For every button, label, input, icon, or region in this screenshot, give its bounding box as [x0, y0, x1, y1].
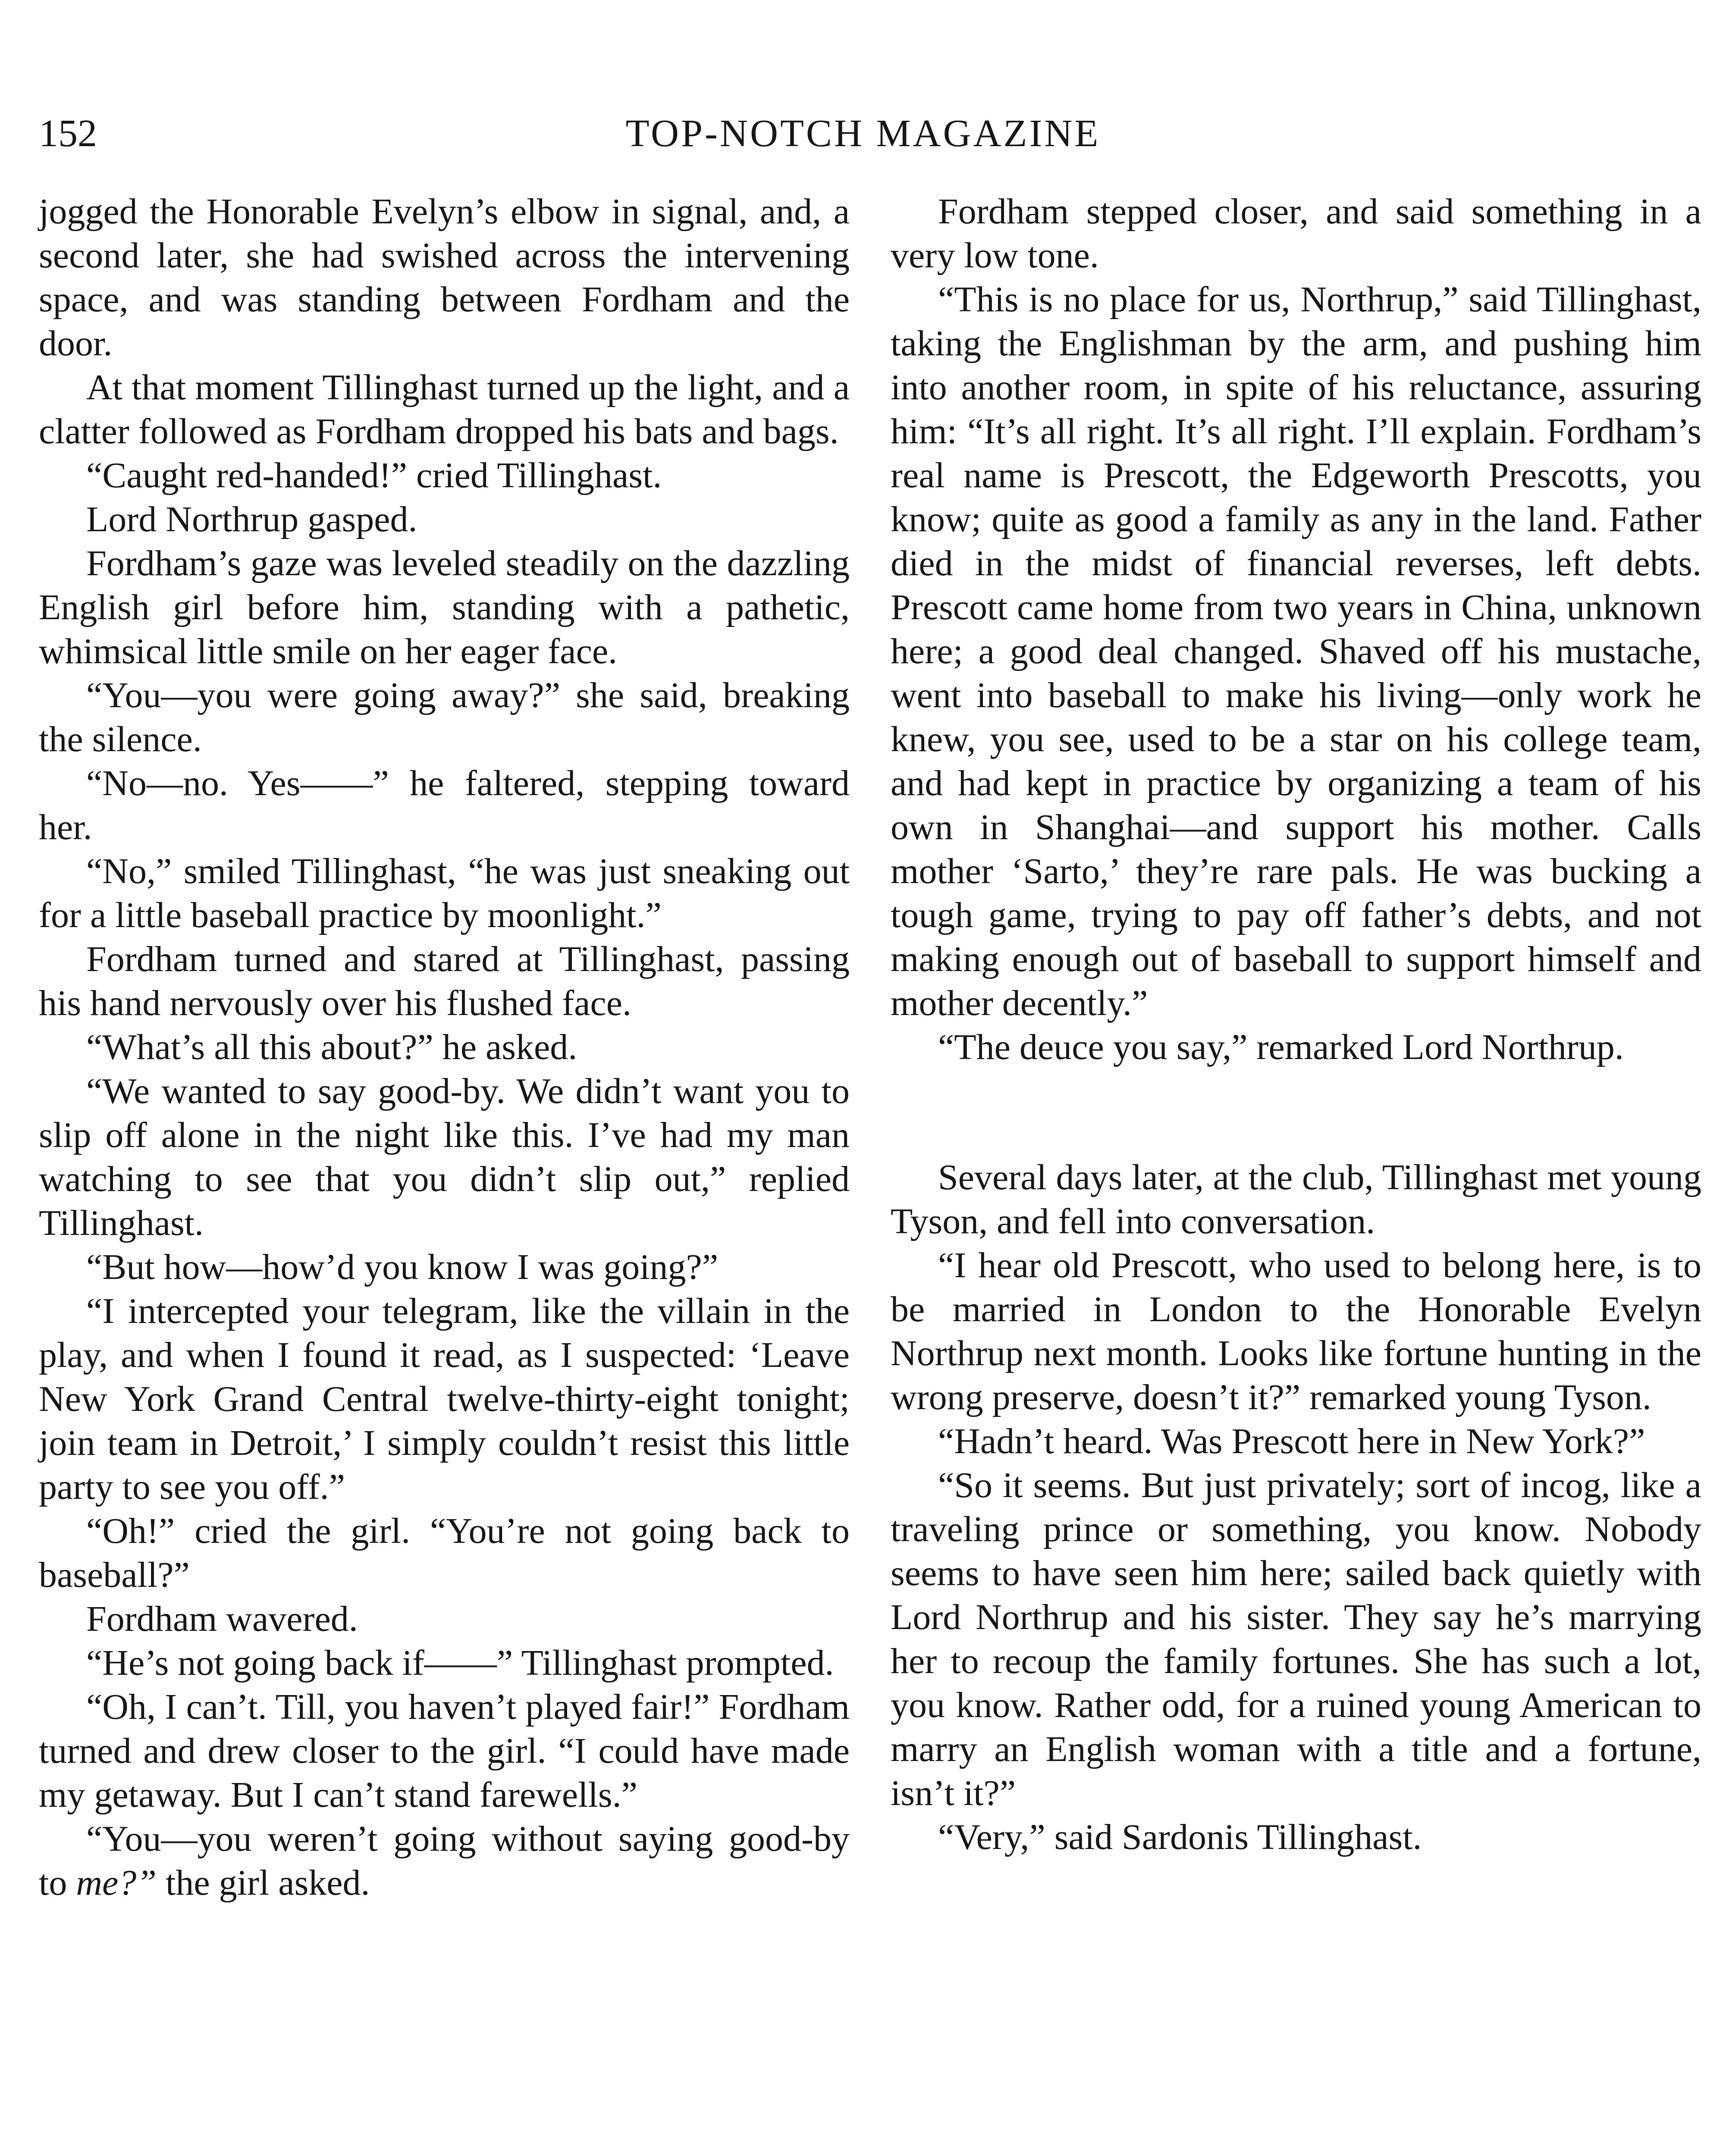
paragraph: “No,” smiled Tillinghast, “he was just sneaking out for a little baseball practice by moonlight.”: [39, 851, 850, 935]
paragraph: “Oh, I can’t. Till, you haven’t played fair!” Fordham turned and drew closer to the girl. “I could have made my getaway. But I can’t stand farewells.”: [39, 1687, 850, 1815]
paragraph: Fordham wavered.: [86, 1599, 358, 1639]
paragraph: At that moment Tillinghast turned up the light, and a clatter followed as Fordham dropped his bats and bags.: [39, 367, 850, 451]
paragraph: Fordham turned and stared at Tillinghast, passing his hand nervously over his flushed face.: [39, 939, 850, 1023]
page-number: 152: [39, 112, 97, 155]
paragraph: jogged the Honorable Evelyn’s elbow in signal, and, a second later, she had swished across the intervening space, and was standing between Fordham and the door.: [39, 191, 850, 364]
paragraph: “Hadn’t heard. Was Prescott here in New York?”: [938, 1421, 1645, 1461]
paragraph: “This is no place for us, Northrup,” said Tillinghast, taking the Englishman by the arm, and pushing him into another room, in spite of his reluctance, assuring him: “It’s all right. It’s all right. I’ll explain. Fordham’s real name is Prescott, the Edgeworth Prescotts, you know; quite as good a family as any in the land. Father died in the midst of financial reverses, left debts. Prescott came home from two years in China, unknown here; a good deal changed. Shaved off his mustache, went into baseball to make his living—only work he knew, you see, used to be a star on his college team, and had kept in practice by organizing a team of his own in Shanghai—and support his mother. Calls mother ‘Sarto,’ they’re rare pals. He was bucking a tough game, trying to pay off father’s debts, and not making enough out of baseball to support himself and mother decently.”: [891, 279, 1701, 1023]
paragraph: Several days later, at the club, Tillinghast met young Tyson, and fell into conversation.: [891, 1157, 1701, 1241]
left-column: [39, 190, 850, 1905]
paragraph: “No—no. Yes——” he faltered, stepping toward her.: [39, 763, 850, 847]
section-break: [891, 1069, 1701, 1156]
paragraph: “So it seems. But just privately; sort of incog, like a traveling prince or something, you know. Nobody seems to have seen him here; sailed back quietly with Lord Northrup and his sister. They say he’s marrying her to recoup the family fortunes. She has such a lot, you know. Rather odd, for a ruined young American to marry an English woman with a title and a fortune, isn’t it?”: [891, 1465, 1701, 1813]
paragraph: “We wanted to say good-by. We didn’t want you to slip off alone in the night like this. I’ve had my man watching to see that you didn’t slip out,” replied Tillinghast.: [39, 1071, 850, 1243]
paragraph: “But how—how’d you know I was going?”: [86, 1247, 719, 1287]
paragraph: “You—you were going away?” she said, breaking the silence.: [39, 675, 850, 759]
right-column: [891, 190, 1701, 1859]
paragraph: “He’s not going back if——” Tillinghast prompted.: [86, 1643, 834, 1683]
paragraph: “Caught red-handed!” cried Tillinghast.: [86, 455, 662, 495]
paragraph: “The deuce you say,” remarked Lord Northrup.: [938, 1027, 1624, 1067]
paragraph: Fordham’s gaze was leveled steadily on the dazzling English girl before him, standing with a pathetic, whimsical little smile on her eager face.: [39, 543, 850, 671]
paragraph: “Very,” said Sardonis Tillinghast.: [938, 1817, 1422, 1857]
paragraph: Lord Northrup gasped.: [86, 499, 417, 539]
paragraph: “I intercepted your telegram, like the villain in the play, and when I found it read, as I suspected: ‘Leave New York Grand Central twelve-thirty-eight tonight; join team in Detroit,’ I simply couldn’t resist this little party to see you off.”: [39, 1291, 850, 1507]
paragraph: Fordham stepped closer, and said something in a very low tone.: [891, 191, 1701, 276]
page-header: [39, 110, 1687, 166]
paragraph-final-left: [39, 1817, 850, 1905]
paragraph: “What’s all this about?” he asked.: [86, 1027, 577, 1067]
text-run: “You—you weren’t going without saying good-by to: [39, 1819, 850, 1903]
paragraph: “Oh!” cried the girl. “You’re not going back to baseball?”: [39, 1511, 850, 1595]
emphasized-word: me?”: [76, 1863, 157, 1903]
text-run: the girl asked.: [157, 1863, 370, 1903]
running-title: TOP-NOTCH MAGAZINE: [625, 112, 1101, 155]
paragraph: “I hear old Prescott, who used to belong here, is to be married in London to the Honorable Evelyn Northrup next month. Looks like fortune hunting in the wrong preserve, doesn’t it?” remarked young Tyson.: [891, 1245, 1701, 1417]
